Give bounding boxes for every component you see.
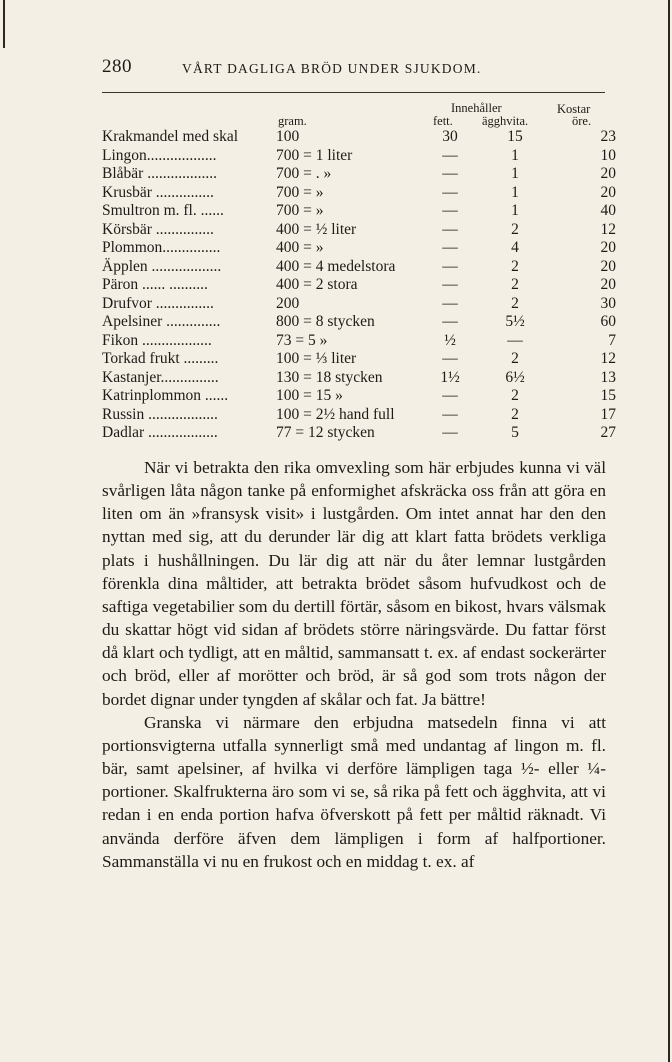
page-header: [102, 52, 607, 82]
left-edge-rule: [3, 0, 5, 48]
protein-value: 4: [511, 239, 519, 256]
food-name: Torkad frukt .........: [102, 350, 219, 367]
body-text: [102, 456, 606, 873]
gram-amount: 700 = 1 liter: [276, 146, 353, 164]
fat-value: —: [442, 350, 458, 367]
food-name: Lingon..................: [102, 146, 217, 164]
food-name: Krusbär ...............: [102, 183, 214, 201]
table-row: [0, 295, 672, 314]
protein-value: 1: [511, 165, 519, 182]
table-row: [0, 165, 672, 184]
price-ore: 17: [600, 405, 616, 423]
table-row: [0, 221, 672, 240]
table-row: [0, 276, 672, 295]
gram-amount: 800 = 8 stycken: [276, 313, 375, 330]
price-ore: 7: [608, 331, 616, 349]
header-fett: fett.: [433, 114, 453, 128]
protein-value: 1: [511, 202, 519, 219]
table-row: [0, 350, 672, 369]
gram-amount: 400 = 4 medelstora: [276, 257, 396, 275]
food-name: Smultron m. fl. ......: [102, 202, 224, 219]
gram-amount: 73 = 5 »: [276, 331, 328, 349]
price-ore: 20: [600, 239, 616, 256]
price-ore: 23: [600, 128, 616, 145]
price-ore: 15: [600, 387, 616, 404]
fat-value: —: [442, 257, 458, 275]
protein-value: 2: [511, 220, 519, 238]
fat-value: —: [442, 424, 458, 441]
protein-value: 2: [511, 276, 519, 293]
fat-value: —: [442, 220, 458, 238]
gram-amount: 130 = 18 stycken: [276, 368, 383, 386]
price-ore: 12: [600, 220, 616, 238]
gram-amount: 700 = . »: [276, 165, 332, 182]
food-name: Päron ...... ..........: [102, 276, 208, 293]
running-title: VÅRT DAGLIGA BRÖD UNDER SJUKDOM.: [182, 61, 482, 76]
table-row: [0, 184, 672, 203]
fat-value: —: [442, 146, 458, 164]
table-row: [0, 424, 672, 443]
table-row: [0, 202, 672, 221]
protein-value: 1: [511, 183, 519, 201]
table-rows: [0, 128, 672, 443]
price-ore: 30: [600, 294, 616, 312]
protein-value: 1: [511, 146, 519, 164]
gram-amount: 100 = 2½ hand full: [276, 405, 395, 423]
fat-value: —: [442, 202, 458, 219]
protein-value: 5½: [505, 313, 525, 330]
gram-amount: 100: [276, 128, 300, 145]
food-name: Körsbär ...............: [102, 220, 214, 238]
header-kostar: Kostar: [557, 102, 591, 116]
protein-value: 5: [511, 424, 519, 441]
protein-value: —: [507, 331, 523, 349]
gram-amount: 400 = ½ liter: [276, 220, 357, 238]
table-row: [0, 239, 672, 258]
header-innehaller: Innehåller: [451, 101, 502, 115]
price-ore: 20: [600, 165, 616, 182]
price-ore: 20: [600, 276, 616, 293]
fat-value: 30: [442, 128, 458, 145]
fat-value: —: [442, 405, 458, 423]
fat-value: —: [442, 165, 458, 182]
fat-value: —: [442, 276, 458, 293]
gram-amount: 100 = ⅓ liter: [276, 350, 357, 367]
fat-value: ½: [444, 331, 456, 349]
price-ore: 13: [600, 368, 616, 386]
table-row: [0, 406, 672, 425]
food-name: Plommon...............: [102, 239, 221, 256]
price-ore: 20: [600, 257, 616, 275]
gram-amount: 77 = 12 stycken: [276, 424, 375, 441]
fat-value: —: [442, 239, 458, 256]
price-ore: 27: [600, 424, 616, 441]
table-row: [0, 128, 672, 147]
fat-value: —: [442, 294, 458, 312]
price-ore: 10: [600, 146, 616, 164]
gram-amount: 700 = »: [276, 202, 324, 219]
price-ore: 12: [600, 350, 616, 367]
price-ore: 60: [600, 313, 616, 330]
food-name: Dadlar ..................: [102, 424, 218, 441]
table-row: [0, 258, 672, 277]
price-ore: 20: [600, 183, 616, 201]
table-row: [0, 369, 672, 388]
food-name: Äpplen ..................: [102, 257, 222, 275]
paragraph-2: Granska vi närmare den erbjudna matsedeln finna vi att portionsvigterna utfalla synnerligt små med undantag af lingon m. fl. bär, samt apelsiner, af hvilka vi derföre lämpligen taga ½- eller ¼-portioner. Skalfrukterna äro som vi se, så rika på fett och ägghvita, att vi redan i en enda portion hafva öfverskott på fett per måltid räknadt. Vi använda derföre äfven dem lämpligen i form af halfportioner. Sammanställa vi nu en frukost och en middag t. ex. af: [102, 712, 606, 871]
fat-value: —: [442, 313, 458, 330]
food-name: Blåbär ..................: [102, 165, 217, 182]
table-row: [0, 313, 672, 332]
protein-value: 2: [511, 257, 519, 275]
protein-value: 2: [511, 387, 519, 404]
gram-amount: 400 = »: [276, 239, 324, 256]
table-row: [0, 147, 672, 166]
fat-value: —: [442, 387, 458, 404]
fat-value: 1½: [440, 368, 460, 386]
food-name: Drufvor ...............: [102, 294, 214, 312]
protein-value: 2: [511, 405, 519, 423]
price-ore: 40: [600, 202, 616, 219]
food-name: Krakmandel med skal: [102, 128, 239, 145]
gram-amount: 400 = 2 stora: [276, 276, 358, 293]
table-row: [0, 332, 672, 351]
protein-value: 2: [511, 350, 519, 367]
gram-amount: 200: [276, 294, 300, 312]
paragraph-1: När vi betrakta den rika omvexling som här erbjudes kunna vi väl svårligen låta någon tanke på enformighet afskräcka oss från att göra en liten om än »fransysk visit» i lustgården. Om intet annat har den den nyttan med sig, att du derunder lär dig att klart fatta brödets verkliga plats i hushållningen. Du lär dig att när du åter lemnar lustgården förenkla dina måltider, att betrakta brödet såsom hufvudkost och de saftiga vegetabilier som du dertill förtär, såsom en bikost, hvars välsmak du skattar högt vid sidan af brödets större näringsvärde. Du fattar först då klart och tydligt, att en måltid, sammansatt t. ex. af endast sockerärter och bröd, eller af morötter och bröd, är så god som trots någon der bordet dignar under tyngden af skålar och fat. Ja bättre!: [102, 458, 606, 709]
gram-amount: 700 = »: [276, 183, 324, 201]
header-gram: gram.: [278, 114, 307, 128]
header-ore: öre.: [572, 114, 592, 128]
food-name: Katrinplommon ......: [102, 387, 229, 404]
food-name: Russin ..................: [102, 405, 218, 423]
food-name: Apelsiner ..............: [102, 313, 221, 330]
food-name: Kastanjer...............: [102, 368, 219, 386]
page-number: 280: [102, 56, 132, 77]
protein-value: 15: [507, 128, 523, 145]
table-row: [0, 387, 672, 406]
table-top-rule: [102, 92, 605, 93]
fat-value: —: [442, 183, 458, 201]
food-name: Fikon ..................: [102, 331, 212, 349]
header-agghvita: ägghvita.: [482, 114, 529, 128]
protein-value: 6½: [505, 368, 525, 386]
protein-value: 2: [511, 294, 519, 312]
gram-amount: 100 = 15 »: [276, 387, 343, 404]
